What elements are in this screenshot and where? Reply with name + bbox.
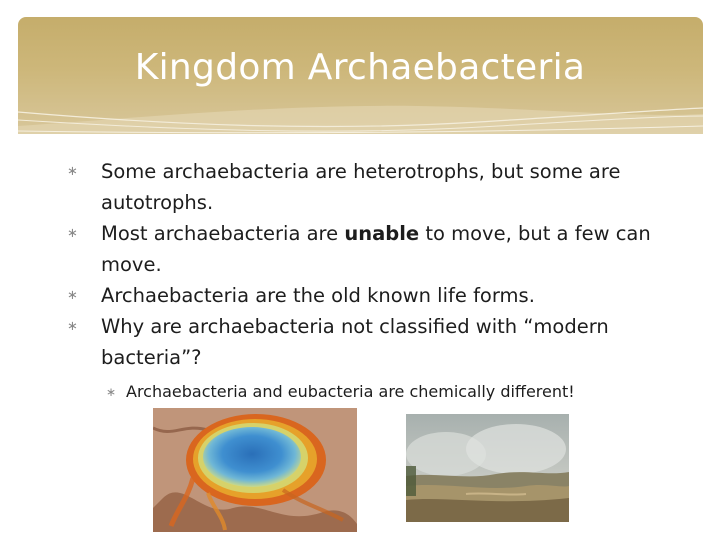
bullet-text-part: Some archaebacteria are heterotrophs, but some are autotrophs. [101,160,621,214]
bullet-text [84,156,664,218]
bullet-list [67,156,664,373]
bullet-text-part: Archaebacteria are the old known life forms. [101,284,535,307]
bullet-text [84,280,664,311]
bullet-item [67,311,664,373]
bullet-marker: ∗ [106,385,117,399]
bullet-item [67,280,664,311]
bullet-text [84,311,664,373]
bullet-text [84,218,664,280]
bullet-marker: ∗ [67,319,78,334]
bullet-marker: ∗ [67,164,78,179]
bullet-text-emphasis: unable [344,222,420,245]
bullet-marker: ∗ [67,226,78,241]
bullet-text-part: to move, but a few can move. [101,222,651,276]
hot-spring-aerial-photo [153,408,357,532]
slide-title: Kingdom Archaebacteria [134,47,586,88]
bullet-text-part: Most archaebacteria are [101,222,345,245]
bullet-item [67,218,664,280]
steaming-geothermal-field-photo [406,414,569,522]
bullet-text-part: Why are archaebacteria not classified with “modern bacteria”? [101,315,609,369]
bullet-marker: ∗ [67,288,78,303]
bullet-item [67,156,664,218]
sub-bullet-text: Archaebacteria and eubacteria are chemically different! [126,382,575,401]
sub-bullet-item [108,378,668,406]
